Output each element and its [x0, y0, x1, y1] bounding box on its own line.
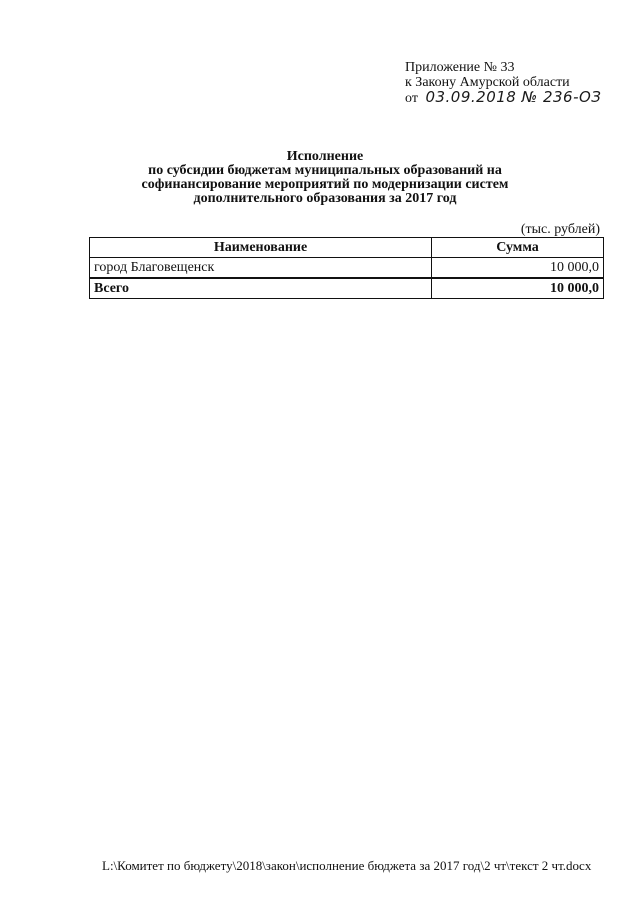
table-total-row [90, 278, 604, 299]
document-title [100, 150, 550, 206]
budget-table [89, 237, 604, 299]
appendix-header [405, 60, 601, 106]
appendix-law-reference: к Закону Амурской области [405, 75, 570, 90]
footer-file-path: L:\Комитет по бюджету\2018\закон\исполнение бюджета за 2017 год\2 чт\текст 2 чт.docx [102, 858, 592, 873]
column-header-amount: Сумма [432, 238, 604, 258]
title-line-3: софинансирование мероприятий по модернизации систем [141, 177, 509, 192]
title-line-4: дополнительного образования за 2017 год [193, 191, 457, 206]
appendix-date-line [405, 90, 601, 106]
table-row [90, 258, 604, 279]
column-header-name: Наименование [90, 238, 432, 258]
row-name-cell: город Благовещенск [90, 258, 432, 279]
title-line-1: Исполнение [286, 149, 364, 164]
table-header-row [90, 238, 604, 258]
units-label: (тыс. рублей) [520, 222, 600, 237]
appendix-date-prefix: от [405, 91, 418, 106]
total-amount-cell: 10 000,0 [432, 278, 604, 299]
total-label-cell: Всего [90, 278, 432, 299]
row-amount-cell: 10 000,0 [432, 258, 604, 279]
title-line-2: по субсидии бюджетам муниципальных образований на [148, 163, 502, 178]
handwritten-date-number: 03.09.2018 № 236-ОЗ [425, 88, 602, 106]
appendix-number: Приложение № 33 [405, 60, 515, 75]
